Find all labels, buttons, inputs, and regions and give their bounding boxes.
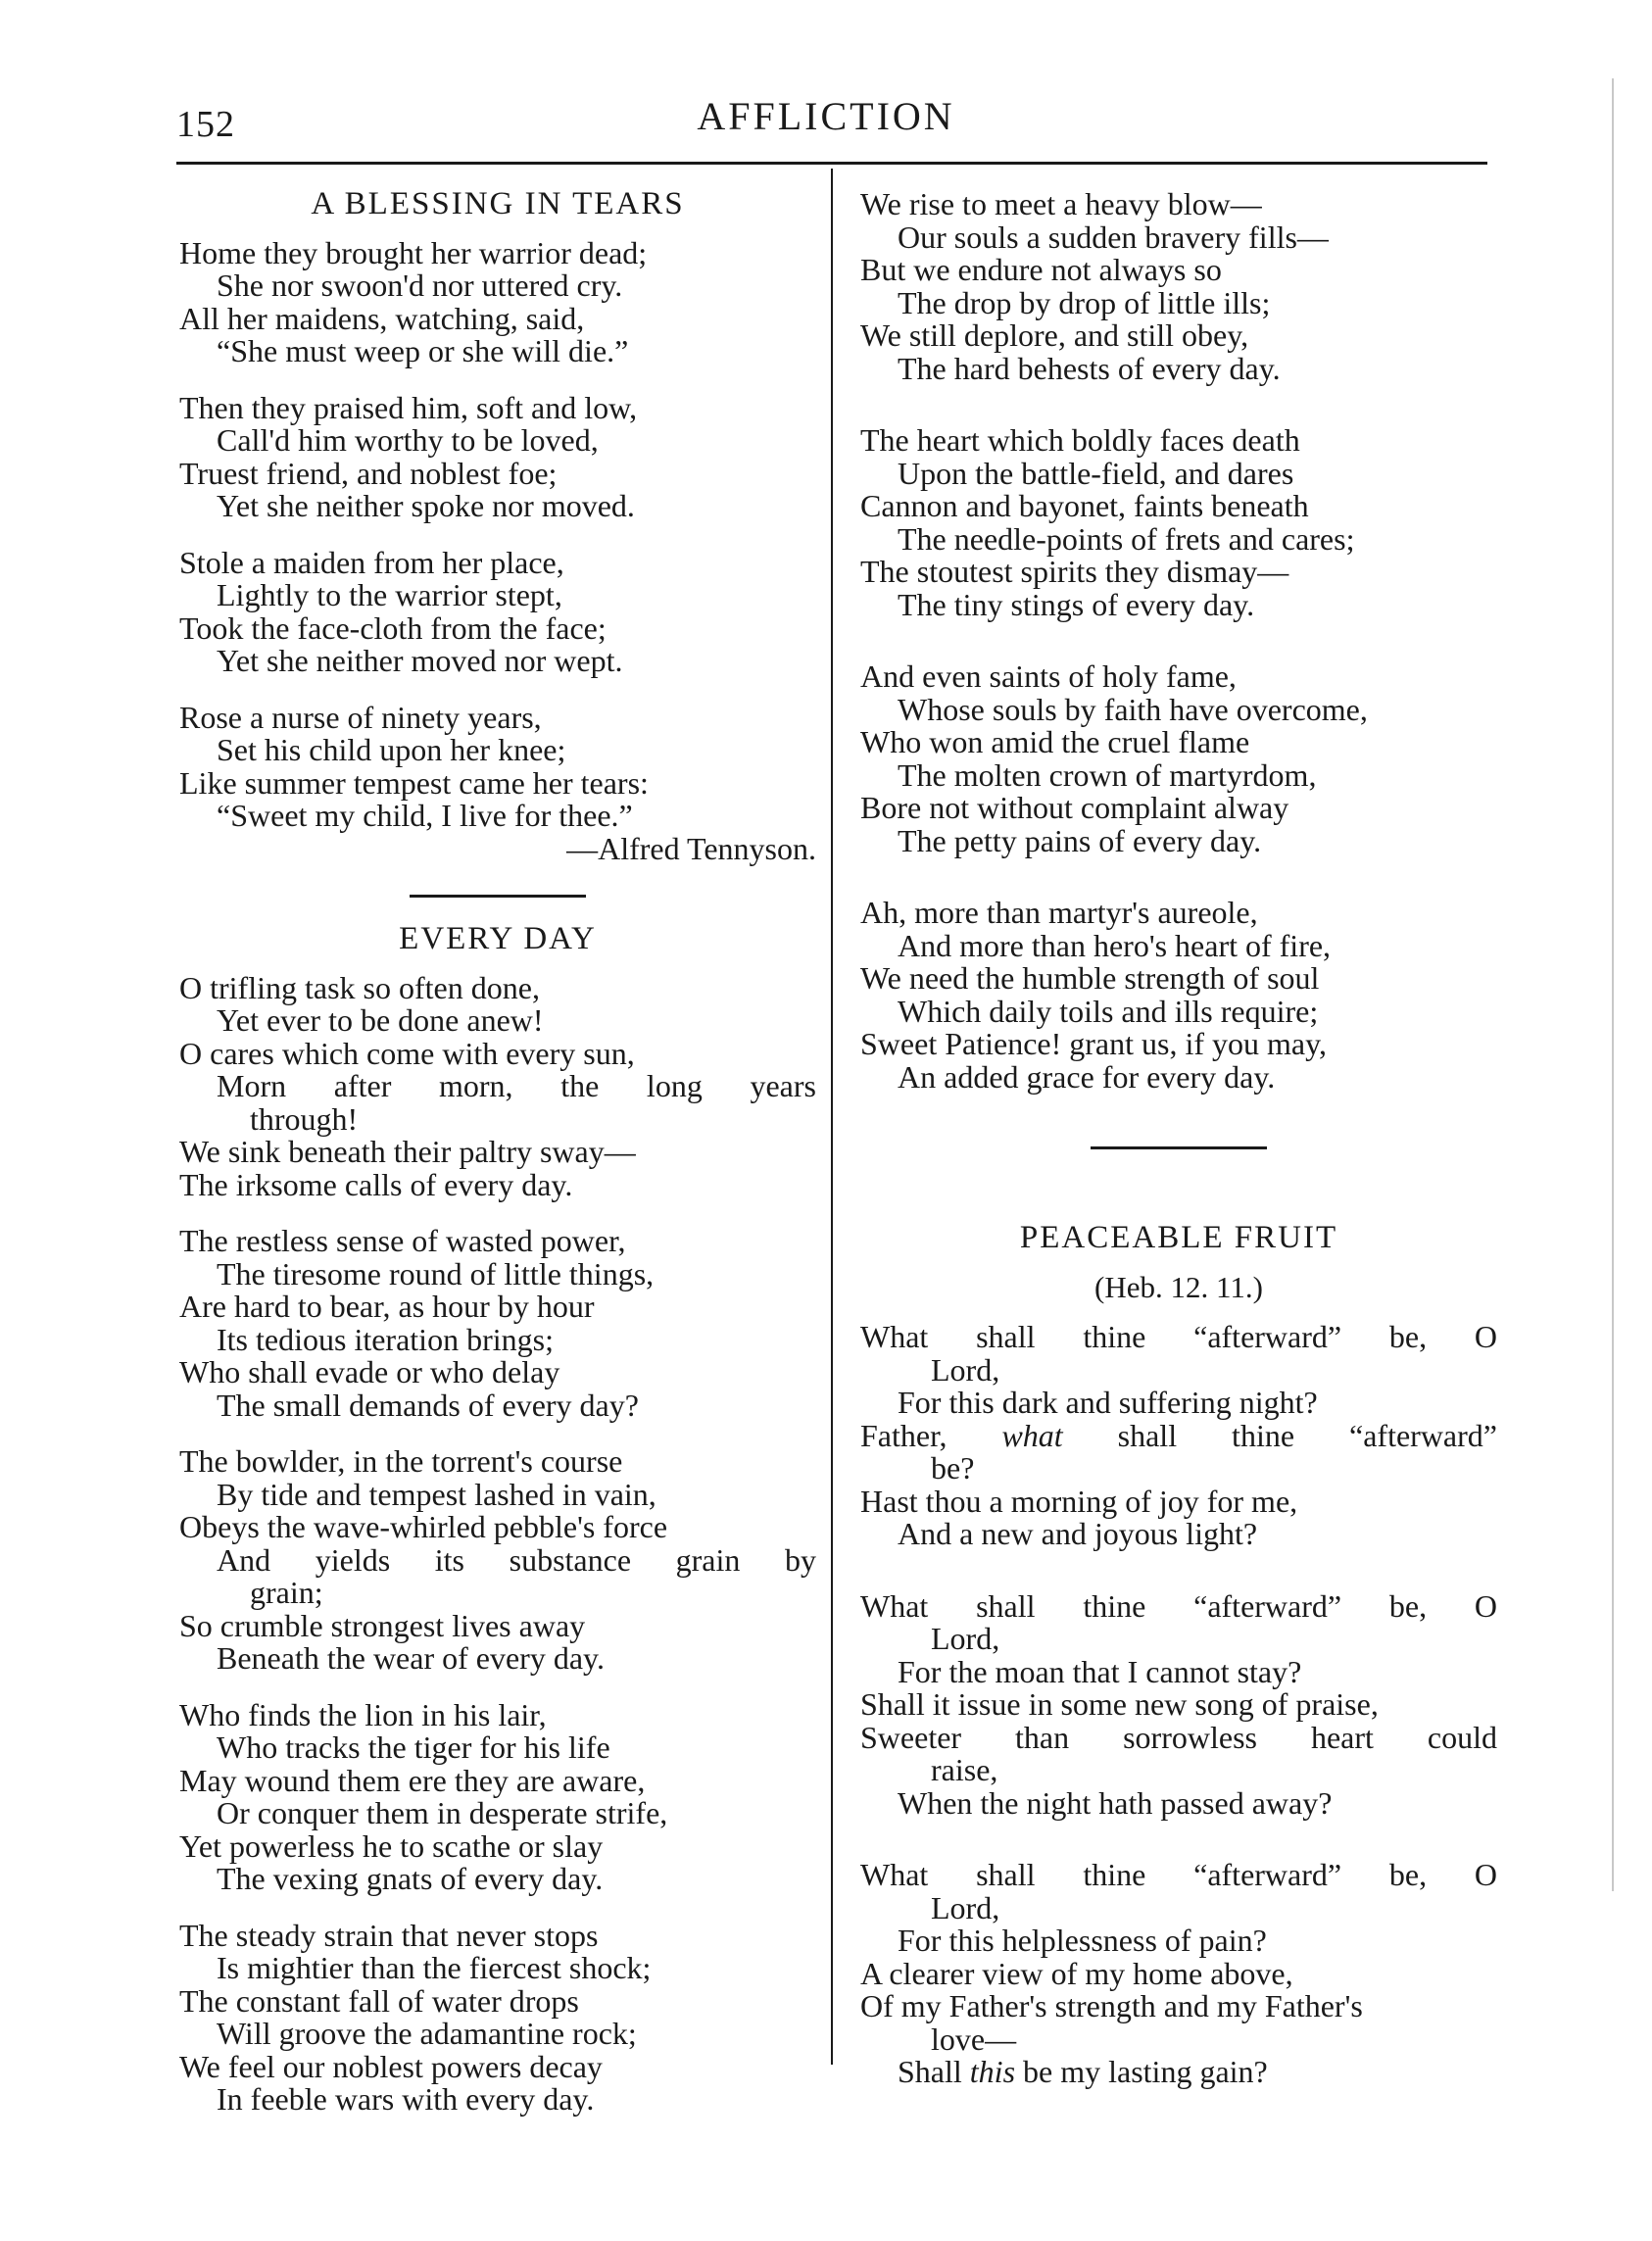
verse-line: Of my Father's strength and my Father's [860,1988,1363,2023]
verse-line-continuation: Lord, [931,1351,1000,1388]
word: Shall [898,2054,962,2089]
verse-line: The molten crown of martyrdom, [898,756,1317,793]
running-title: AFFLICTION [697,94,955,138]
word: thine [1083,1857,1146,1892]
poem-title: PEACEABLE FRUIT [1019,1220,1338,1255]
verse-line: We still deplore, and still obey, [860,317,1249,353]
verse-line: Is mightier than the fiercest shock; [217,1950,652,1985]
verse-line: Obeys the wave-whirled pebble's force [179,1509,668,1544]
word: O [1474,1319,1497,1354]
section-separator [410,895,586,898]
header-rule [176,162,1487,165]
word: “afterward” [1193,1857,1342,1892]
verse-line: Took the face-cloth from the face; [179,609,607,646]
stanza [860,897,1497,1094]
stanza [179,389,816,523]
verse-line: O cares which come with every sun, [179,1035,635,1071]
word: than [1015,1719,1070,1755]
right-column [860,188,1497,2089]
word: be, [1388,1587,1428,1624]
word: what [1001,1417,1063,1453]
verse-line: The tiny stings of every day. [898,586,1255,622]
verse-line: We need the humble strength of soul [860,960,1320,996]
verse-line: Yet ever to be done anew! [217,1002,544,1038]
word: Sweeter [860,1719,962,1755]
word: by [784,1541,816,1578]
verse-line: Who won amid the cruel flame [860,724,1250,759]
word: What [860,1319,929,1354]
stanza [179,699,816,866]
stanza [179,1917,816,2117]
stanza [860,1321,1497,1551]
stanza [179,969,816,1202]
word: What [860,1857,929,1892]
verse-line: Whose souls by faith have overcome, [898,691,1368,727]
verse-line: And a new and joyous light? [898,1516,1258,1551]
verse-line: Our souls a sudden bravery fills— [898,219,1329,255]
word: thine [1083,1319,1146,1354]
verse-line: The heart which boldly faces death [860,422,1300,458]
stanza [860,424,1497,621]
verse-line: Yet she neither spoke nor moved. [217,488,635,523]
page-number: 152 [176,104,235,145]
left-column [179,188,816,2117]
verse-line: Call'd him worthy to be loved, [217,422,599,458]
verse-line: The drop by drop of little ills; [898,284,1271,320]
word: O [1474,1857,1497,1892]
column-divider [831,169,833,2065]
verse-line: May wound them ere they are aware, [179,1762,646,1798]
verse-line: But we endure not always so [860,252,1222,287]
verse-line: Ah, more than martyr's aureole, [860,895,1258,930]
word: Morn [217,1068,287,1103]
word: O [1474,1587,1497,1624]
stanza [179,1445,816,1676]
verse-line: “She must weep or she will die.” [217,333,629,368]
word: years [750,1068,816,1103]
verse-line: Lightly to the warrior stept, [217,577,562,612]
verse-line-continuation: through! [250,1100,359,1137]
word: substance [509,1541,632,1578]
verse-line: Sweet Patience! grant us, if you may, [860,1026,1328,1061]
verse-line: The petty pains of every day. [898,822,1262,858]
stanza [860,188,1497,385]
stanza [860,1859,1497,2089]
stanza [860,1587,1497,1821]
word: shall [976,1587,1036,1624]
verse-line: The tiresome round of little things, [217,1255,655,1291]
verse-line: The steady strain that never stops [179,1917,599,1953]
verse-line: Are hard to bear, as hour by hour [179,1289,595,1324]
verse-line: “Sweet my child, I live for thee.” [217,798,633,833]
verse-line [860,1417,1497,1453]
verse-line [179,1541,816,1578]
word: after [333,1068,392,1103]
verse-line: An added grace for every day. [898,1058,1276,1095]
verse-line: Stole a maiden from her place, [179,544,564,580]
verse-line: The needle-points of frets and cares; [898,520,1355,557]
verse-line: Will groove the adamantine rock; [217,2016,637,2051]
verse-line-continuation: raise, [931,1752,998,1787]
word: Father, [860,1417,947,1453]
verse-line-continuation: love— [931,2021,1017,2057]
verse-line [860,1587,1497,1624]
verse-line: Who finds the lion in his lair, [179,1696,547,1732]
verse-line: The irksome calls of every day. [179,1166,573,1202]
verse-line: Rose a nurse of ninety years, [179,699,542,735]
verse-line: Yet powerless he to scathe or slay [179,1827,604,1864]
verse-line: Or conquer them in desperate strife, [217,1795,668,1830]
verse-line: By tide and tempest lashed in vain, [217,1476,656,1512]
word: yields [315,1541,391,1578]
verse-line: The stoutest spirits they dismay— [860,554,1289,589]
verse-line: She nor swoon'd nor uttered cry. [217,268,623,303]
verse-line-continuation: Lord, [931,1889,1000,1925]
word: And [217,1541,271,1578]
verse-line: Bore not without complaint alway [860,790,1289,825]
word: sorrowless [1123,1719,1257,1755]
verse-line: Set his child upon her knee; [217,732,566,767]
word: “afterward” [1193,1587,1342,1624]
verse-line: And even saints of holy fame, [860,658,1237,694]
stanza [179,1696,816,1896]
verse-line: And more than hero's heart of fire, [898,927,1332,963]
verse-line: We rise to meet a heavy blow— [860,186,1262,221]
word: this [969,2054,1016,2089]
word: heart [1310,1719,1374,1755]
word: What [860,1587,929,1624]
verse-line: Upon the battle-field, and dares [898,455,1294,491]
word: “afterward” [1193,1319,1342,1354]
word: “afterward” [1349,1417,1497,1453]
word: shall [976,1319,1036,1354]
verse-line: Then they praised him, soft and low, [179,389,638,425]
stanza [179,1225,816,1422]
verse-line: A clearer view of my home above, [860,1955,1293,1991]
stanza [179,544,816,678]
word: grain [675,1541,741,1578]
section-separator [1091,1146,1267,1149]
verse-line [860,1719,1497,1755]
verse-line [179,1070,816,1103]
verse-line-continuation: grain; [250,1575,323,1610]
word: be, [1388,1857,1428,1892]
word: be my lasting gain? [1023,2054,1268,2089]
verse-line-continuation: be? [931,1450,975,1486]
poem-subtitle: (Heb. 12. 11.) [1094,1269,1263,1304]
verse-line: Who tracks the tiger for his life [217,1729,610,1765]
verse-line: For the moan that I cannot stay? [898,1653,1302,1689]
word: be, [1388,1319,1428,1354]
verse-line: Who shall evade or who delay [179,1354,560,1389]
poem-title: EVERY DAY [399,921,597,956]
verse-line: For this dark and suffering night? [898,1385,1318,1420]
page-edge-line [1612,78,1614,1891]
verse-line: Like summer tempest came her tears: [179,764,649,801]
verse-line: When the night hath passed away? [898,1784,1333,1821]
word: long [646,1068,703,1103]
word: thine [1083,1587,1146,1624]
word: morn, [439,1068,513,1103]
verse-line [860,1859,1497,1892]
verse-line: We sink beneath their paltry sway— [179,1134,636,1169]
word: shall [976,1857,1036,1892]
verse-line: All her maidens, watching, said, [179,300,585,336]
word: its [434,1541,464,1578]
verse-line: Yet she neither moved nor wept. [217,643,623,678]
word: the [560,1068,600,1103]
verse-line: O trifling task so often done, [179,969,540,1005]
word: could [1427,1719,1497,1755]
poem-title: A BLESSING IN TEARS [311,186,685,221]
verse-line: Its tedious iteration brings; [217,1321,554,1357]
verse-line: The vexing gnats of every day. [217,1861,604,1896]
verse-line: So crumble strongest lives away [179,1607,586,1643]
verse-line [860,1321,1497,1354]
verse-line: Hast thou a morning of joy for me, [860,1483,1298,1519]
verse-line: We feel our noblest powers decay [179,2048,603,2084]
verse-line: The bowlder, in the torrent's course [179,1443,623,1479]
verse-line: Truest friend, and noblest foe; [179,455,558,491]
word: shall [1117,1417,1178,1453]
verse-line: The hard behests of every day. [898,350,1281,386]
verse-line: The small demands of every day? [217,1387,639,1423]
poem-author: —Alfred Tennyson. [566,830,816,866]
verse-line: The restless sense of wasted power, [179,1223,626,1258]
verse-line: Shall it issue in some new song of praise, [860,1686,1379,1722]
verse-line: Home they brought her warrior dead; [179,234,648,270]
verse-line: Cannon and bayonet, faints beneath [860,488,1309,523]
verse-line: In feeble wars with every day. [217,2081,595,2117]
stanza [179,234,816,368]
verse-line: Which daily toils and ills require; [898,993,1319,1029]
verse-line: Beneath the wear of every day. [217,1640,605,1676]
verse-line: For this helplessness of pain? [898,1923,1267,1958]
word: thine [1232,1417,1295,1453]
verse-line [860,2056,1497,2089]
stanza [860,660,1497,857]
verse-line: The constant fall of water drops [179,1982,579,2019]
verse-line-continuation: Lord, [931,1621,1000,1656]
